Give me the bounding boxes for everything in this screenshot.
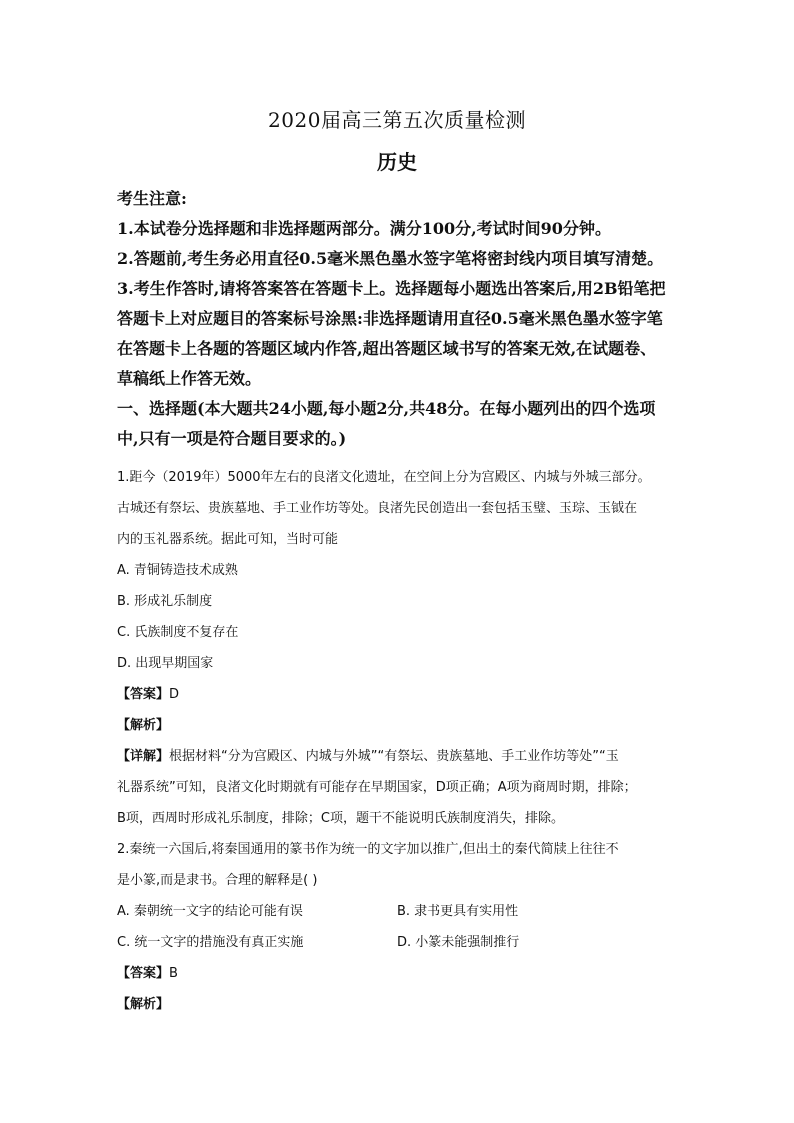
candidate-notice xyxy=(117,184,677,454)
section-heading: 中,只有一项是符合题目要求的。) xyxy=(117,429,347,448)
notice-item: 1.本试卷分选择题和非选择题两部分。满分100分,考试时间90分钟。 xyxy=(117,219,611,238)
option-a: A. 青铜铸造技术成熟 xyxy=(117,563,238,578)
option-d: D. 出现早期国家 xyxy=(117,656,214,671)
option-d: D. 小篆未能强制推行 xyxy=(397,935,520,950)
question-stem: 内的玉礼器系统。据此可知，当时可能 xyxy=(117,532,339,547)
analysis-label: 【解析】 xyxy=(117,997,170,1012)
question-1 xyxy=(117,462,677,834)
detail-text: 根据材料“分为宫殿区、内城与外城”“有祭坛、贵族墓地、手工业作坊等处”“玉 xyxy=(169,749,619,764)
option-c: C. 氏族制度不复存在 xyxy=(117,625,239,640)
notice-item: 3.考生作答时,请将答案答在答题卡上。选择题每小题选出答案后,用2B铅笔把 xyxy=(117,279,666,298)
option-b: B. 隶书更具有实用性 xyxy=(397,904,519,919)
option-row xyxy=(117,896,677,927)
notice-item: 在答题卡上各题的答题区域内作答,超出答题区域书写的答案无效,在试题卷、 xyxy=(117,339,657,358)
notice-item: 草稿纸上作答无效。 xyxy=(117,369,262,388)
notice-item: 答题卡上对应题目的答案标号涂黑:非选择题请用直径0.5毫米黑色墨水签字笔 xyxy=(117,309,663,328)
answer-line xyxy=(117,958,677,989)
question-stem: 是小篆,而是隶书。合理的解释是( ) xyxy=(117,873,318,888)
option-a: A. 秦朝统一文字的结论可能有误 xyxy=(117,904,303,919)
detail-line xyxy=(117,741,677,772)
question-stem: 1.距今（2019年）5000年左右的良渚文化遗址，在空间上分为宫殿区、内城与外城三部分。 xyxy=(117,470,651,485)
section-heading: 一、选择题(本大题共24小题,每小题2分,共48分。在每小题列出的四个选项 xyxy=(117,399,656,418)
answer-label: 【答案】 xyxy=(117,687,170,702)
answer-label: 【答案】 xyxy=(117,966,170,981)
option-row xyxy=(117,927,677,958)
detail-label: 【详解】 xyxy=(117,749,170,764)
question-stem: 2.秦统一六国后,将秦国通用的篆书作为统一的文字加以推广,但出土的秦代简牍上往往不 xyxy=(117,842,619,857)
question-stem: 古城还有祭坛、贵族墓地、手工业作坊等处。良渚先民创造出一套包括玉璧、玉琮、玉钺在 xyxy=(117,501,638,516)
answer-value: D xyxy=(169,687,180,702)
option-b: B. 形成礼乐制度 xyxy=(117,594,213,609)
detail-text: B项，西周时形成礼乐制度，排除；C项，题干不能说明氏族制度消失，排除。 xyxy=(117,811,564,826)
notice-item: 2.答题前,考生务必用直径0.5毫米黑色墨水签字笔将密封线内项目填写清楚。 xyxy=(117,249,664,268)
question-2 xyxy=(117,834,677,1020)
answer-line xyxy=(117,679,677,710)
detail-text: 礼器系统”可知，良渚文化时期就有可能存在早期国家，D项正确；A项为商周时期，排除； xyxy=(117,780,637,795)
option-c: C. 统一文字的措施没有真正实施 xyxy=(117,935,304,950)
answer-value: B xyxy=(169,966,178,981)
analysis-label: 【解析】 xyxy=(117,718,170,733)
exam-subject: 历史 xyxy=(377,150,417,174)
notice-heading: 考生注意: xyxy=(117,189,187,208)
exam-title: 2020届高三第五次质量检测 xyxy=(268,108,526,132)
